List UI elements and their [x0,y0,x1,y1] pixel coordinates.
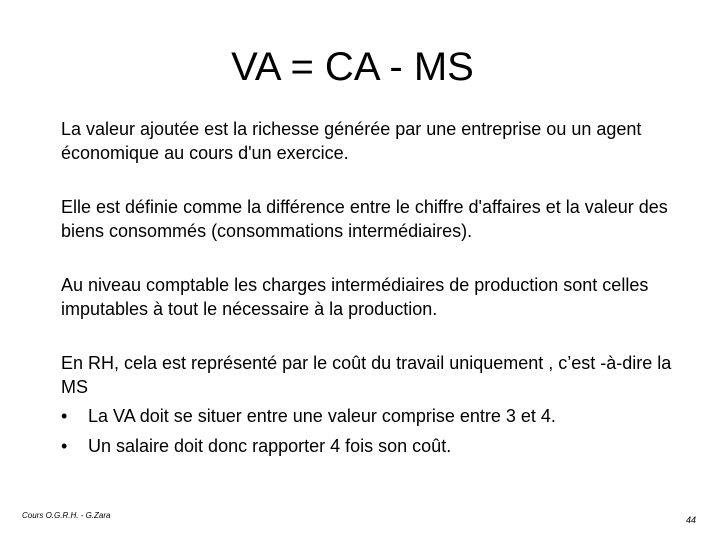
page-number: 44 [685,515,696,525]
list-item [61,404,701,428]
paragraph-comptable: Au niveau comptable les charges intermédiaires de production sont celles imputables à tout le nécessaire à la production. [61,275,649,319]
bullet-text: Un salaire doit donc rapporter 4 fois son coût. [88,436,452,456]
paragraph-definition: La valeur ajoutée est la richesse générée par une entreprise ou un agent économique au cours d'un exercice. [61,119,642,163]
list-item [61,434,701,458]
bullet-icon: • [61,436,68,456]
bullet-list [61,404,701,458]
paragraph-difference: Elle est définie comme la différence entre le chiffre d'affaires et la valeur des biens consommés (consommations intermédiaires). [61,197,668,241]
slide-title: VA = CA - MS [231,45,474,89]
paragraph-rh: En RH, cela est représenté par le coût du travail uniquement , c’est -à-dire la MS [61,353,672,397]
bullet-icon: • [61,406,68,426]
footer-course-credit: Cours O.G.R.H. - G.Zara [22,511,111,520]
slide-body [61,117,701,458]
bullet-text: La VA doit se situer entre une valeur comprise entre 3 et 4. [88,406,556,426]
